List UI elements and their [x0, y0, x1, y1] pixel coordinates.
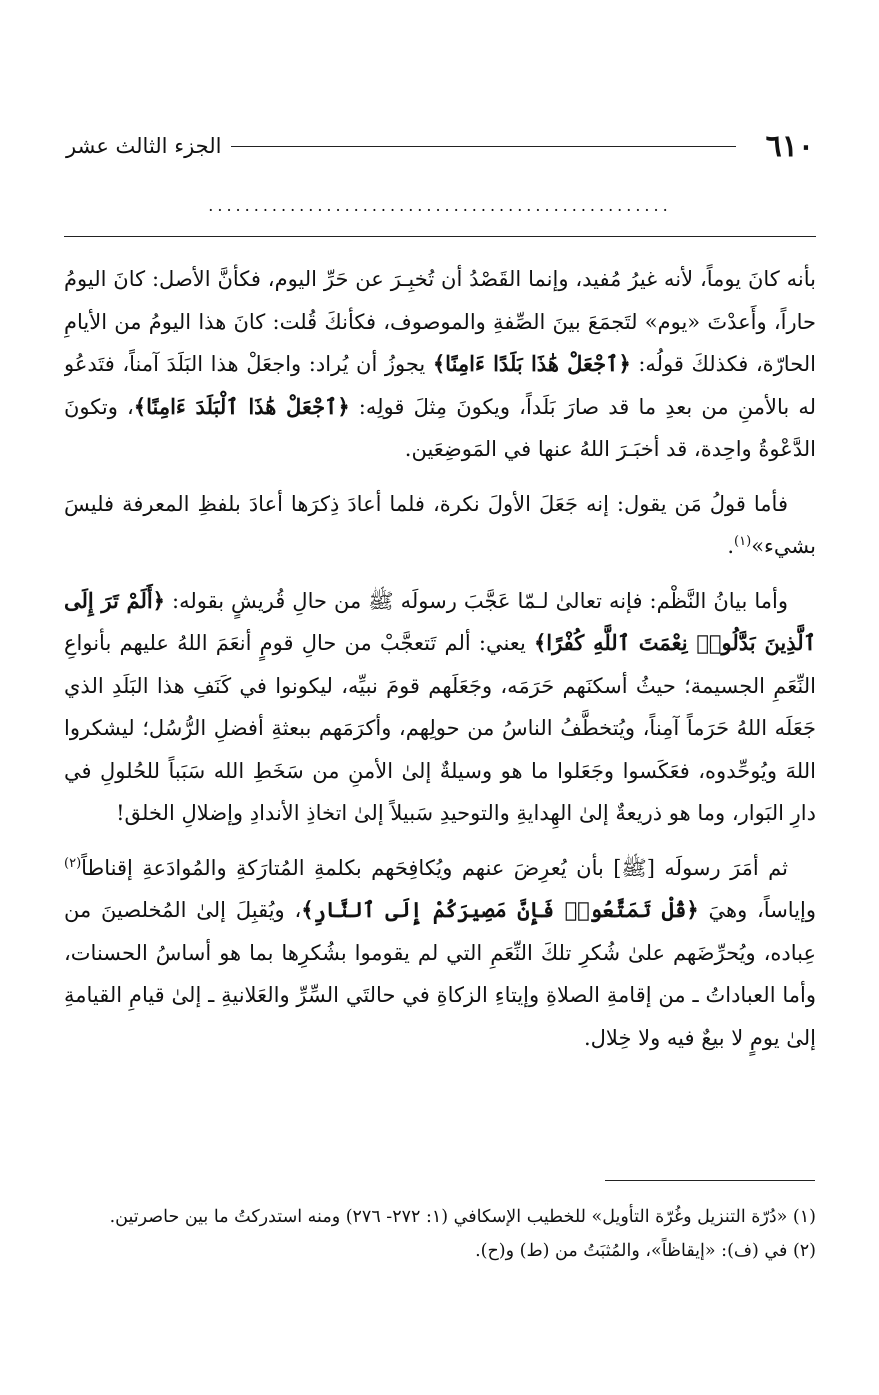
footnote-1: (١) «دُرّة التنزيل وغُرّة التأويل» للخطيب الإسكافي (١: ٢٧٢- ٢٧٦) ومنه استدركتُ ما بين حاصرتين.: [109, 1207, 816, 1227]
text-segment: وإياساً، وهيَ: [698, 898, 816, 922]
text-segment: ، ويُقبِلَ إلىٰ المُخلصينَ من عِباده، ويُحرِّضَهم علىٰ شُكرِ تلكَ النِّعَمِ التي لم يقوموا بشُكرِها بما هو أساسُ الحسنات، وأما العباداتُ ـ من إقامةِ الصلاةِ وإيتاءِ الزكاةِ في حالتَي السِّرِّ والعَلانيةِ ـ إلىٰ قيامِ القيامةِ إلىٰ يومٍ لا بيعٌ فيه ولا خِلال.: [64, 898, 816, 1050]
text-segment: يعني: ألم تَتعجَّبْ من حالِ قومٍ أنعَمَ اللهُ عليهم بأنواعِ النِّعَمِ الجسيمة؛ حيثُ أسكنَهم حَرَمَه، وجَعَلَهم قومَ نبيِّه، ليكونوا في كَنَفِ هذا البَلَدِ الذي جَعَلَه اللهُ حَرَماً آمِناً، ويُتخطَّفُ الناسُ من حولِهم، وأكرَمَهم ببعثةِ أفضلِ الرُّسُل؛ ليشكروا اللهَ ويُوحِّدوه، فعَكَسوا وجَعَلوا ما هو وسيلةٌ إلىٰ الأمنِ من سَخَطِ الله سَبَباً للحُلولِ في دارِ البَوار، وما هو ذريعةٌ إلىٰ الهِدايةِ والتوحيدِ سَبيلاً إلىٰ اتخاذِ الأندادِ وإضلالِ الخلق!: [64, 631, 816, 825]
page-header: [66, 126, 814, 166]
paragraph-2: [64, 483, 816, 568]
paragraph-1: [64, 258, 816, 471]
paragraph-4: [64, 847, 816, 1060]
volume-title: الجزء الثالث عشر: [66, 134, 222, 158]
text-segment: بأنه كانَ يوماً، لأنه غيرُ مُفيد، وإنما القَصْدُ أن تُخبِـرَ عن حَرِّ اليوم، فكأنَّ الأصل: كانَ اليومُ حاراً، وأَعدْتَ «يوم» لتَجمَعَ بينَ الصِّفةِ والموصوف، فكأنكَ قُلت: كانَ هذا اليومُ من الأيامِ الحارّة، فكذلكَ قولُه:: [64, 267, 816, 376]
text-segment: فأما قولُ مَن يقول: إنه جَعَلَ الأولَ نكرة، فلما أعادَ ذِكرَها أعادَ بلفظِ المعرفة فليسَ بشيء»: [64, 491, 816, 558]
footnotes: [64, 1200, 816, 1268]
footnote-rule: [605, 1180, 815, 1181]
text-segment: .: [727, 534, 735, 558]
main-text: [64, 258, 816, 1170]
footnote-reference: (٢): [64, 855, 82, 871]
footnote-reference: (١): [734, 534, 752, 549]
footnote-2: (٢) في (ف): «إيقاظاً»، والمُثبَتُ من (ط) و(ح).: [475, 1241, 816, 1261]
quran-verse: ﴿قُلْ تَمَتَّعُوا۟ فَإِنَّ مَصِيرَكُمْ إِلَى ٱلنَّارِ﴾: [301, 897, 699, 922]
header-rule: [231, 146, 735, 147]
text-segment: ثم أمَرَ رسولَه [ﷺ] بأن يُعرِضَ عنهم ويُكافِحَهم بكلمةِ المُتارَكةِ والمُوادَعةِ إقناطاً: [81, 855, 788, 880]
page-number: ٦١٠: [765, 128, 814, 164]
text-segment: ، وتكونَ الدَّعْوةُ واحِدة، قد أخبَـرَ اللهُ عنها في المَوضِعَين.: [64, 394, 816, 461]
dotted-separator: ...................................................: [208, 196, 672, 215]
text-segment: وأما بيانُ النَّظْم: فإنه تعالىٰ لـمّا عَجَّبَ رسولَه ﷺ من حالِ قُريشٍ بقوله:: [164, 588, 788, 613]
quran-verse: ﴿ٱجْعَلْ هَٰذَا ٱلْبَلَدَ ءَامِنًا﴾: [133, 393, 350, 419]
top-rule: [64, 236, 816, 237]
paragraph-3: [64, 580, 816, 835]
text-segment: يجوزُ أن يُراد: واجعَلْ هذا البَلَدَ آمناً، فتَدعُو له بالأمنِ من بعدِ ما قد صارَ بَلَداً، ويكونَ مِثلَ قولِه:: [64, 352, 816, 419]
quran-verse: ﴿ٱجْعَلْ هَٰذَا بَلَدًا ءَامِنًا﴾: [432, 351, 631, 376]
quran-verse: ﴿أَلَمْ تَرَ إِلَى ٱلَّذِينَ بَدَّلُوا۟ نِعْمَتَ ٱللَّهِ كُفْرًا﴾: [64, 587, 816, 655]
